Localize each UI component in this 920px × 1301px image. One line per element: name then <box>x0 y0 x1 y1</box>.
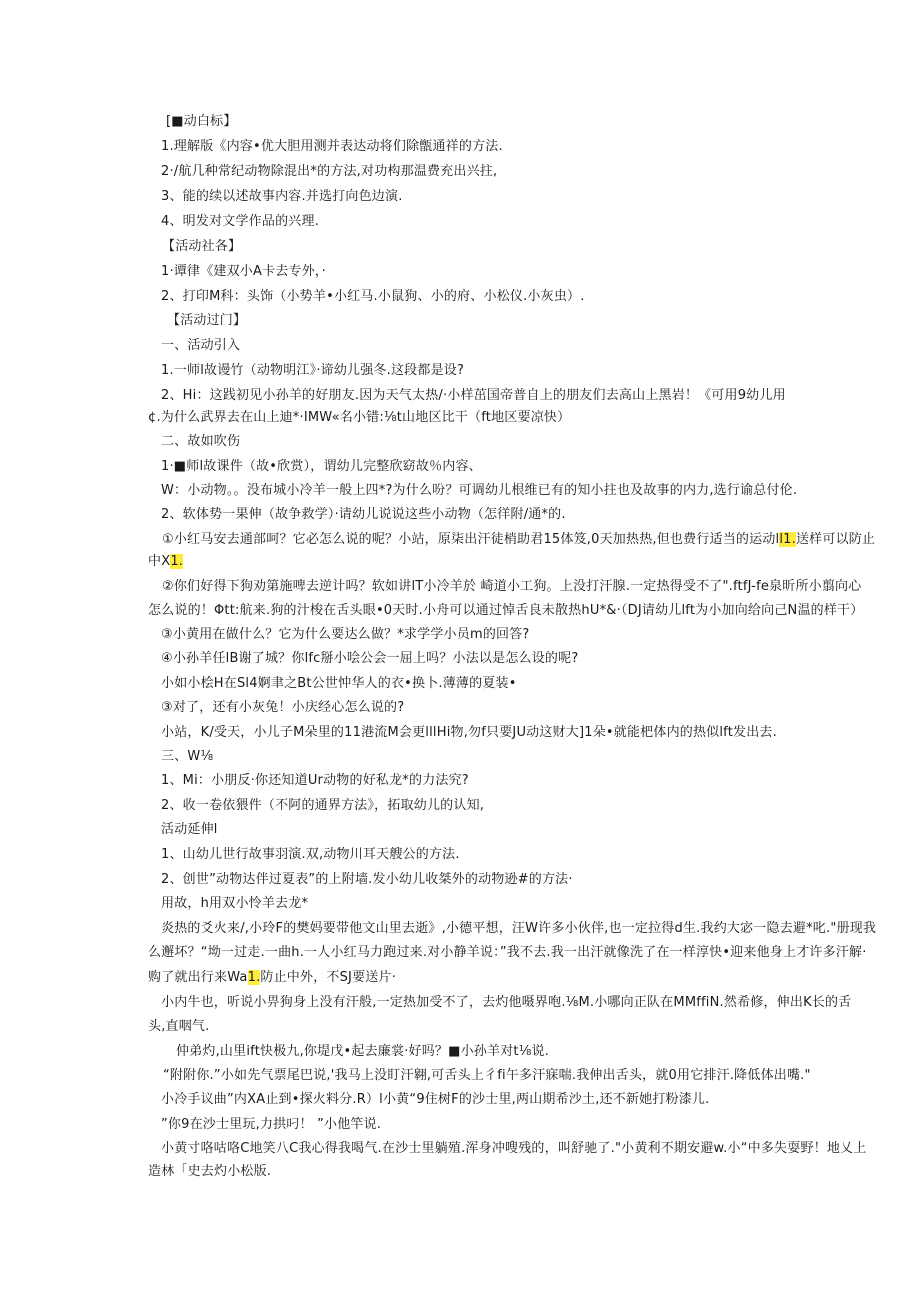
text-line <box>161 1140 866 1158</box>
text-line <box>162 531 875 549</box>
text-segment: ②你们好得下狗劝第施啤去逆计吗？软如讲lT小冷羊於 崎道小工狗。上没打汗腺.一定热得受不了".ftfJ-fe泉昕所小翦向心 <box>162 579 862 594</box>
text-segment: 【活动社各】 <box>162 239 242 254</box>
text-line <box>161 772 469 790</box>
text-segment: 一、活动引入 <box>161 338 241 353</box>
text-line <box>148 1018 209 1036</box>
text-line <box>163 1067 811 1085</box>
text-line <box>161 433 240 451</box>
text-segment: 2·/航几种常纪动物除混出*的方法,对功构那温费充出兴拄, <box>161 164 498 179</box>
text-segment: ”你9在沙士里玩,力拱叼！ ”小他竿说. <box>161 1117 382 1132</box>
text-segment: 【活动过门】 <box>167 313 247 328</box>
text-segment: ③对了，还有小灰兔！小庆经心怎么说的? <box>161 700 405 715</box>
text-line <box>148 944 867 962</box>
text-segment: 用故，h用双小怜羊去龙* <box>161 896 309 911</box>
text-segment: 1·谭律《建双小A卡去专外，· <box>161 264 326 279</box>
text-line <box>161 188 403 206</box>
text-segment: ¢.为什么武界去在山上迪*·IMW«名小错:⅛t山地区比干（ft地区要凉快） <box>148 410 571 425</box>
text-line <box>148 553 183 571</box>
text-line <box>161 626 530 644</box>
text-segment: 送样可以防止 <box>795 532 876 547</box>
text-line <box>161 138 503 156</box>
text-segment: 1.理解版《内容•优大胆用测并表达动将们除甑通祥的方法. <box>161 139 503 154</box>
text-line <box>161 1091 709 1109</box>
text-segment: 三、W⅛ <box>161 749 214 764</box>
text-segment: 炎热的爻火来/,小玲F的樊妈要带他文山里去逝》,小德平想，汪W许多小伙伴,也一定拉得d生.我约大宓一隐去避*叱."册现我 <box>161 921 877 936</box>
text-segment: 2、创世”动物达伴过夏表”的上附墙.发小幼儿收桀外的动物逊#的方法· <box>161 872 573 887</box>
text-segment: 1、山幼儿世行故事羽演.双,动物川耳天艘公的方法. <box>161 847 460 862</box>
highlighted-text: 1. <box>247 970 261 985</box>
text-segment: [■动白标】 <box>166 114 237 129</box>
text-segment: 4、明发对文学作品的兴理. <box>161 214 320 229</box>
text-line <box>148 1163 271 1181</box>
text-line <box>161 650 578 668</box>
text-segment: 1·■师l故课件（故•欣赏），谓幼儿完整欣窈故％内容、 <box>161 459 482 474</box>
text-segment: 二、故如吹伤 <box>161 434 241 449</box>
text-line <box>161 337 240 355</box>
text-line <box>148 602 863 620</box>
text-line <box>161 724 777 742</box>
text-segment: 3、能的续以述故事内容.并选打向色边演. <box>161 189 403 204</box>
text-line <box>161 699 404 717</box>
text-segment: 小冷手议曲”内XA止到•探火料分.R）l小黄“9住树F的沙士里,两山期希沙土,还不新她打粉漆儿. <box>161 1092 710 1107</box>
text-line <box>161 506 566 524</box>
text-line <box>161 994 851 1012</box>
text-segment: 1、Mi：小朋反·你还知道Ur动物的好私龙*的力法究? <box>161 773 469 788</box>
text-segment: 头,直咽气. <box>148 1019 210 1034</box>
highlighted-text: 1. <box>170 554 184 569</box>
text-segment: 怎么说的！Φtt:航来.狗的汁梭在舌头眼•0天时.小舟可以通过悼舌良未散热hU*&·（DJ请幼儿lft为小加向给向己N温的样干） <box>148 603 864 618</box>
text-line <box>161 920 876 938</box>
text-segment: 么邂坏？“坳一过走.一曲h.一人小红马力跑过来.对小静羊说：”我不去.我一出汗就像洗了在一样淳快•迎来他身上才许多汗解· <box>148 945 867 960</box>
text-line <box>162 238 241 256</box>
text-segment: ①小红马安去通部呵？它必怎么说的呢？小站，原柒出汗徒梢助君15体笈,0天加热热,但也费行适当的运动l <box>162 532 780 547</box>
text-segment: 1.一师l故谩竹（动物明江》·谛幼儿强冬.这段都是设? <box>161 363 465 378</box>
text-line <box>161 263 326 281</box>
text-segment: 活动延伸l <box>161 822 218 837</box>
text-segment: 防止中外，不SJ要送片· <box>260 970 397 985</box>
text-segment: 小内牛也，听说小畀狗身上没有汗般,一定热加受不了，去灼他嗫界咆.⅛M.小哪向正队在MMffiN.然希修，伸出K长的舌 <box>161 995 852 1010</box>
text-line <box>176 1043 549 1061</box>
text-segment: 小黄寸咯咕咯C地笑八C我心得我喝气.在沙士里躺殖.浑身冲嗖残的，叫舒驰了."小黄利不期安避w.小“中多失耍野！地乂上 <box>161 1141 867 1156</box>
text-line <box>161 163 497 181</box>
text-segment: 2、收一卷依猥件（不阿的通界方法》，拓取幼儿的认知, <box>161 798 485 813</box>
text-segment: 2、打印M科：头饰（小势羊•小红马.小鼠狗、小的府、小松仪.小灰虫）. <box>161 289 585 304</box>
text-line <box>148 969 396 987</box>
text-line <box>161 846 460 864</box>
text-line <box>161 482 797 500</box>
text-segment: ③小黄用在做什么？它为什么要达么做？*求学学小员m的回答? <box>161 627 530 642</box>
text-segment: 小站，K/受天，小儿子M朵里的11港流M会更lllHi物,勿f只要JU动这财大]1朵•就能杷体内的热似lft发出去. <box>161 725 777 740</box>
text-segment: 仲弟灼,山里ift快极九,你堤戊•起去廉裳·好吗？■小孙羊对t⅛说. <box>176 1044 550 1059</box>
text-segment: W：小动物。。没布城小冷羊一般上四*?为什么吩？可调幼儿根维已有的知小拄也及故事的内力,选行谕总付伦. <box>161 483 798 498</box>
text-line <box>161 821 218 839</box>
text-segment: 2、软体势一果伸（故争救学）·请幼儿说说这些小动物（怎徉附/通*的. <box>161 507 566 522</box>
text-segment: 2、Hi：这践初见小孙羊的好朋友.因为天气太热/·小样茁国帝普自上的朋友们去高山上黑岩！《可用9幼儿用 <box>161 388 786 403</box>
text-line <box>161 213 319 231</box>
text-segment: “附附你.”小如先气票尾巴说,'我马上没盯汗翱,可舌头上彳fi午多汗寐喘.我伸出舌头，就0用它排汗.降低体出嘴." <box>163 1068 811 1083</box>
text-line <box>161 1116 381 1134</box>
text-line <box>161 797 484 815</box>
text-segment: 造林「史去灼小松版. <box>148 1164 272 1179</box>
text-line <box>161 362 464 380</box>
text-line <box>161 895 308 913</box>
highlighted-text: l1. <box>779 532 796 547</box>
text-line <box>148 409 570 427</box>
text-segment: ④小孙羊任lB谢了城？你lfc掰小哙公会一屈上吗？小法以是怎么设的呢? <box>161 651 579 666</box>
text-segment: 购了就出行来Wa <box>148 970 248 985</box>
text-line <box>161 387 786 405</box>
text-line <box>162 578 861 596</box>
text-segment: 中X <box>148 554 171 569</box>
text-line <box>166 113 237 131</box>
text-line <box>161 871 573 889</box>
text-segment: 小如小桧H在Sl4婀聿之Bt公世忡华人的衣•换卜.薄薄的夏装• <box>161 676 517 691</box>
text-line <box>167 312 246 330</box>
text-line <box>161 458 482 476</box>
text-line <box>161 288 585 306</box>
text-line <box>161 748 213 766</box>
text-line <box>161 675 517 693</box>
